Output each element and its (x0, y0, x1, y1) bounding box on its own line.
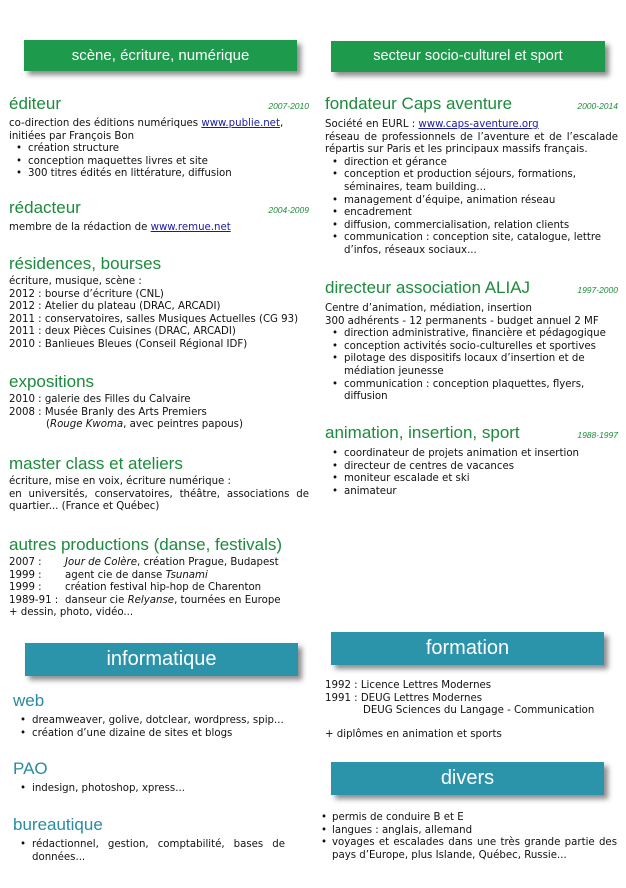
section-title (9, 372, 309, 392)
section-caps (325, 94, 618, 258)
title-web: web (13, 691, 45, 710)
text: co-direction des éditions numériques (9, 118, 202, 129)
autres-row (9, 595, 309, 608)
banner-secteur: secteur socio-culturel et sport (331, 41, 605, 72)
list-item: • conception et production séjours, formations, séminaires, team building... (325, 169, 618, 194)
residence-line: 2012 : Atelier du plateau (DRAC, ARCADI) (9, 301, 221, 313)
list-item: • rédactionnel, gestion, comptabilité, bases de données... (13, 839, 285, 864)
text: , tournées en Europe (174, 594, 281, 606)
section-bureautique (13, 815, 285, 864)
formation-line: DEUG Sciences du Langage - Communication (363, 705, 595, 717)
year: 1989-91 : (9, 594, 59, 606)
residence-line: 2010 : Banlieues Bleues (Conseil Régional IDF) (9, 338, 248, 350)
text: Société en EURL : (325, 119, 419, 130)
title-caps: fondateur Caps aventure (325, 94, 513, 113)
title-residences: résidences, bourses (9, 254, 162, 273)
autres-row (9, 557, 309, 570)
section-pao (13, 759, 313, 796)
pao-list (13, 783, 313, 796)
list-item: • pilotage des dispositifs locaux d’insertion et de médiation jeunesse (325, 353, 618, 378)
aliaj-line2: 300 adhérents - 12 permanents - budget annuel 2 MF (325, 315, 599, 327)
year: 1999 : (9, 582, 42, 594)
left-column (9, 0, 309, 888)
formation-line: + diplômes en animation et sports (325, 728, 502, 740)
autres-row (9, 582, 309, 595)
date-caps: 2000-2014 (577, 101, 618, 111)
title-editeur: éditeur (9, 94, 61, 113)
expo-line: 2008 : Musée Branly des Arts Premiers (9, 406, 207, 418)
section-autres (9, 535, 309, 620)
right-column (325, 0, 618, 888)
banner-formation: formation (331, 632, 604, 665)
title-redacteur: rédacteur (9, 198, 81, 217)
list-item: • coordinateur de projets animation et insertion (325, 448, 618, 461)
editeur-list (9, 143, 309, 181)
date-editeur: 2007-2010 (268, 101, 309, 111)
section-residences (9, 254, 309, 352)
banner-scene: scène, écriture, numérique (24, 40, 297, 71)
year: 2007 : (9, 557, 42, 568)
list-item: • directeur de centres de vacances (325, 461, 618, 474)
title-pao: PAO (13, 759, 48, 778)
list-item: • management d’équipe, animation réseau (325, 195, 618, 208)
text: membre de la rédaction de (9, 222, 151, 233)
text: agent cie de danse (65, 569, 166, 581)
bureautique-list (13, 839, 285, 864)
section-formation (325, 680, 618, 741)
section-editeur (9, 94, 309, 181)
editeur-desc2: initiées par François Bon (9, 130, 135, 142)
text: Rouge Kwoma (49, 419, 124, 431)
date-redacteur: 2004-2009 (268, 205, 309, 215)
masterclass-line: écriture, mise en voix, écriture numérique : (9, 476, 231, 487)
residence-line: écriture, musique, scène : (9, 276, 142, 287)
section-title (325, 423, 618, 445)
residence-line: 2012 : bourse d’écriture (CNL) (9, 288, 164, 300)
list-item: • conception maquettes livres et site (9, 156, 309, 169)
section-web (13, 691, 313, 740)
caps-line1 (325, 119, 618, 132)
aliaj-list (325, 328, 618, 404)
link-publie[interactable]: www.publie.net (201, 118, 280, 129)
caps-list (325, 157, 618, 258)
aliaj-line1: Centre d’animation, médiation, insertion (325, 303, 532, 314)
list-item: • 300 titres édités en littérature, diffusion (9, 168, 309, 181)
formation-line: 1991 : DEUG Lettres Modernes (325, 692, 483, 704)
list-item: • communication : conception plaquettes, flyers, diffusion (325, 379, 618, 404)
banner-divers: divers (331, 762, 604, 795)
section-animation (325, 423, 618, 498)
text: ( (46, 419, 50, 431)
masterclass-line: en universités, conservatoires, théâtre, associations de quartier... (France et Québec) (9, 488, 309, 513)
section-title (325, 94, 618, 116)
title-masterclass: master class et ateliers (9, 454, 183, 473)
section-title (9, 454, 309, 474)
section-redacteur (9, 198, 309, 235)
text: , (279, 118, 284, 129)
section-title (9, 535, 309, 555)
list-item: • création structure (9, 143, 309, 156)
section-title (9, 254, 309, 274)
list-item: • encadrement (325, 207, 618, 220)
list-item: • direction administrative, financière et pédagogique (325, 328, 618, 341)
list-item: • conception activités socio-culturelles et sportives (325, 341, 618, 354)
formation-line: 1992 : Licence Lettres Modernes (325, 680, 492, 691)
title-autres: autres productions (danse, festivals) (9, 535, 283, 554)
date-aliaj: 1997-2000 (577, 285, 618, 295)
section-aliaj (325, 278, 618, 404)
text: , avec peintres papous) (123, 419, 243, 431)
editeur-desc (9, 118, 309, 131)
list-item: • création d’une dizaine de sites et blogs (13, 728, 313, 741)
list-item: • dreamweaver, golive, dotclear, wordpress, spip... (13, 715, 313, 728)
residence-line: 2011 : deux Pièces Cuisines (DRAC, ARCADI) (9, 326, 236, 338)
list-item: • langues : anglais, allemand (321, 825, 617, 838)
section-title (13, 759, 313, 779)
section-title (325, 278, 618, 300)
list-item: • animateur (325, 486, 618, 499)
section-title (9, 94, 309, 116)
divers-list (321, 812, 617, 862)
list-item: • communication : conception site, catalogue, lettre d’infos, réseaux sociaux... (325, 232, 618, 257)
link-remue[interactable]: www.remue.net (150, 222, 231, 233)
text: Jour de Colère (65, 557, 137, 568)
caps-line2: réseau de professionnels de l’aventure et de l’escalade répartis sur Paris et les principaux massifs français. (325, 131, 618, 156)
banner-informatique: informatique (25, 643, 298, 676)
title-bureautique: bureautique (13, 815, 103, 834)
text: création festival hip-hop de Charenton (65, 582, 262, 594)
link-caps[interactable]: www.caps-aventure.org (418, 119, 539, 130)
autres-row (9, 570, 309, 583)
title-expositions: expositions (9, 372, 95, 391)
section-expositions (9, 372, 309, 432)
text: Tsunami (165, 569, 208, 581)
list-item: • diffusion, commercialisation, relation clients (325, 220, 618, 233)
list-item: • permis de conduire B et E (321, 812, 617, 825)
list-item: • direction et gérance (325, 157, 618, 170)
title-aliaj: directeur association ALIAJ (325, 278, 531, 297)
date-animation: 1988-1997 (577, 430, 618, 440)
text: danseur cie (65, 594, 128, 606)
animation-list (325, 448, 618, 498)
redacteur-desc (9, 222, 309, 235)
section-title (13, 815, 285, 835)
expo-line (9, 419, 309, 432)
list-item: • moniteur escalade et ski (325, 473, 618, 486)
autres-last: + dessin, photo, vidéo... (9, 607, 134, 619)
section-title (13, 691, 313, 711)
year: 1999 : (9, 569, 42, 581)
text: , création Prague, Budapest (137, 557, 279, 568)
section-masterclass (9, 454, 309, 514)
text: Relyanse (127, 594, 175, 606)
expo-line: 2010 : galerie des Filles du Calvaire (9, 394, 191, 405)
section-title (9, 198, 309, 220)
list-item: • voyages et escalades dans une très grande partie des pays d’Europe, plus Islande, Québec, Russie... (321, 837, 617, 862)
list-item: • indesign, photoshop, xpress... (13, 783, 313, 796)
title-animation: animation, insertion, sport (325, 423, 520, 442)
residence-line: 2011 : conservatoires, salles Musiques Actuelles (CG 93) (9, 313, 299, 325)
section-divers (321, 812, 617, 862)
web-list (13, 715, 313, 740)
